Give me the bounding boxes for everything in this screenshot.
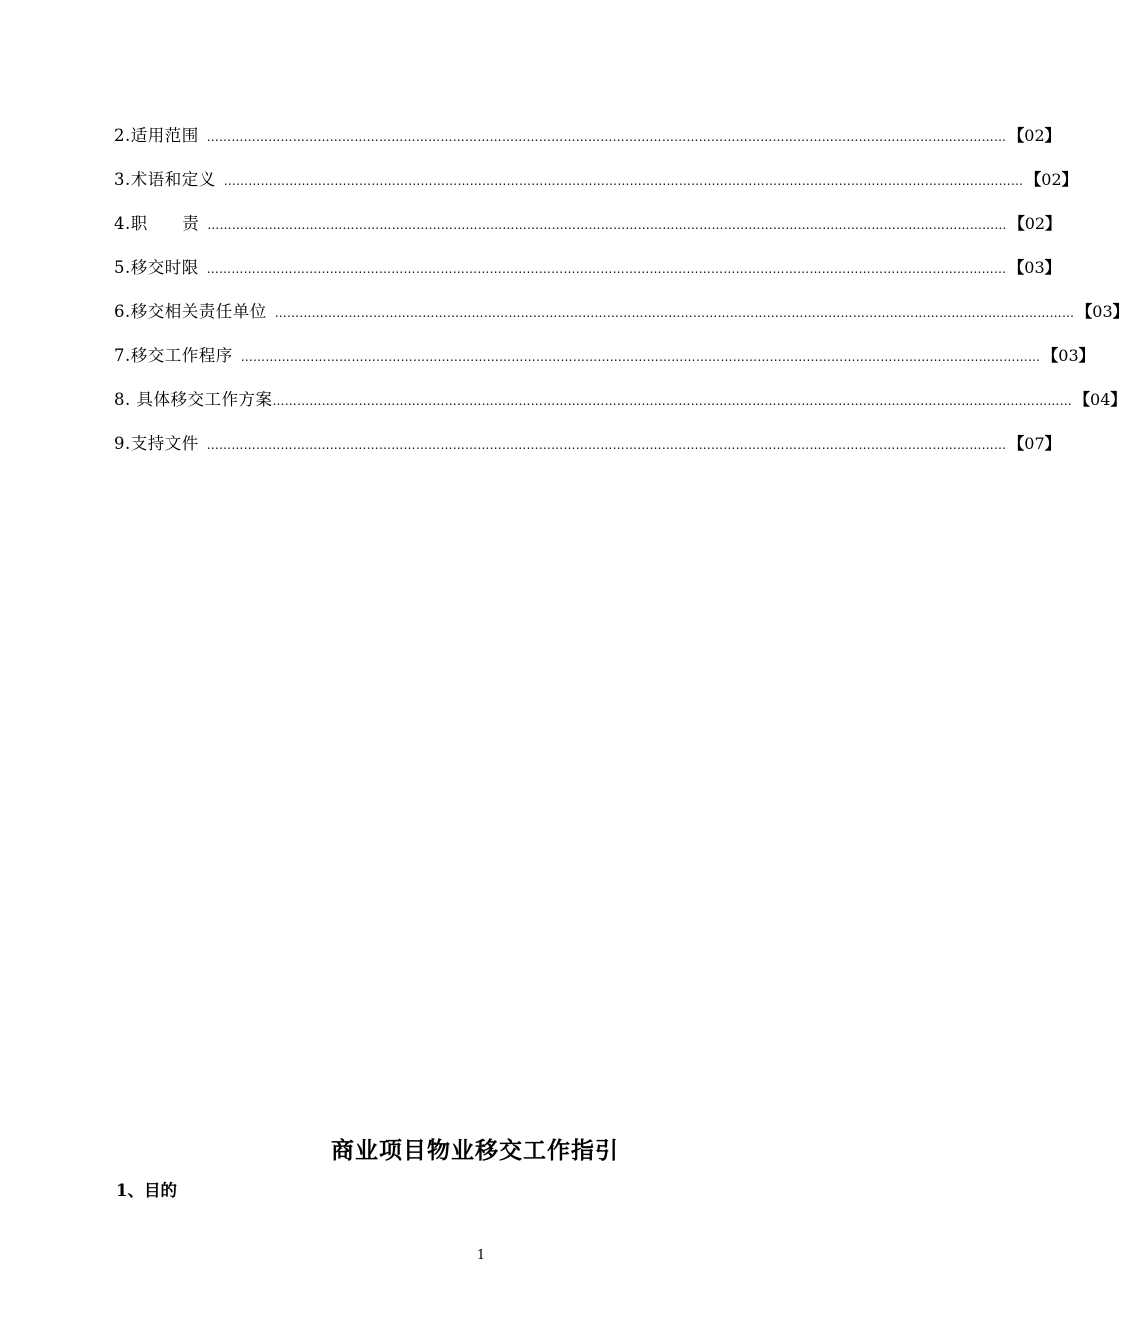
toc-leader-dots: ……………………………………………………………………………………………………………………………………………………………………………: [206, 262, 1007, 276]
page-number: 1: [476, 1248, 486, 1263]
toc-entry-label: 9.支持文件: [114, 434, 199, 453]
toc-leader-dots: ……………………………………………………………………………………………………………………………………………………………………………: [206, 130, 1007, 144]
toc-entry[interactable]: [114, 168, 1078, 212]
toc-entry-page: 【04】: [1074, 390, 1127, 409]
toc-entry-page: 【03】: [1076, 302, 1129, 321]
toc-entry-page: 【07】: [1008, 434, 1061, 453]
toc-entry[interactable]: [114, 432, 1061, 476]
toc-entry[interactable]: [114, 388, 1127, 432]
toc-entry-label: 6.移交相关责任单位: [114, 302, 267, 321]
toc-entry-label: 7.移交工作程序: [114, 346, 233, 365]
toc-entry[interactable]: [114, 344, 1095, 388]
toc-entry-label: 5.移交时限: [114, 258, 199, 277]
toc-leader-dots: ……………………………………………………………………………………………………………………………………………………………………………: [274, 306, 1075, 320]
toc-entry-page: 【02】: [1008, 126, 1061, 145]
toc-leader-dots: ……………………………………………………………………………………………………………………………………………………………………………: [272, 394, 1072, 408]
toc-entry-label: 4.职 责: [114, 214, 200, 233]
toc-entry[interactable]: [114, 212, 1062, 256]
toc-entry-page: 【02】: [1025, 170, 1078, 189]
toc-entry-page: 【02】: [1008, 214, 1062, 233]
toc-leader-dots: ……………………………………………………………………………………………………………………………………………………………………………: [206, 438, 1007, 452]
toc-leader-dots: ……………………………………………………………………………………………………………………………………………………………………………: [223, 174, 1024, 188]
table-of-contents: [114, 124, 1129, 476]
toc-leader-dots: ……………………………………………………………………………………………………………………………………………………………………………: [207, 218, 1007, 232]
toc-entry-page: 【03】: [1008, 258, 1061, 277]
section-heading: 1、目的: [116, 1181, 177, 1200]
toc-entry[interactable]: [114, 300, 1129, 344]
toc-entry-page: 【03】: [1042, 346, 1095, 365]
toc-leader-dots: ……………………………………………………………………………………………………………………………………………………………………………: [240, 350, 1041, 364]
document-title: 商业项目物业移交工作指引: [331, 1137, 619, 1164]
toc-entry-label: 8. 具体移交工作方案: [114, 390, 273, 409]
toc-entry-label: 2.适用范围: [114, 126, 199, 145]
toc-entry[interactable]: [114, 124, 1061, 168]
toc-entry[interactable]: [114, 256, 1061, 300]
toc-entry-label: 3.术语和定义: [114, 170, 216, 189]
